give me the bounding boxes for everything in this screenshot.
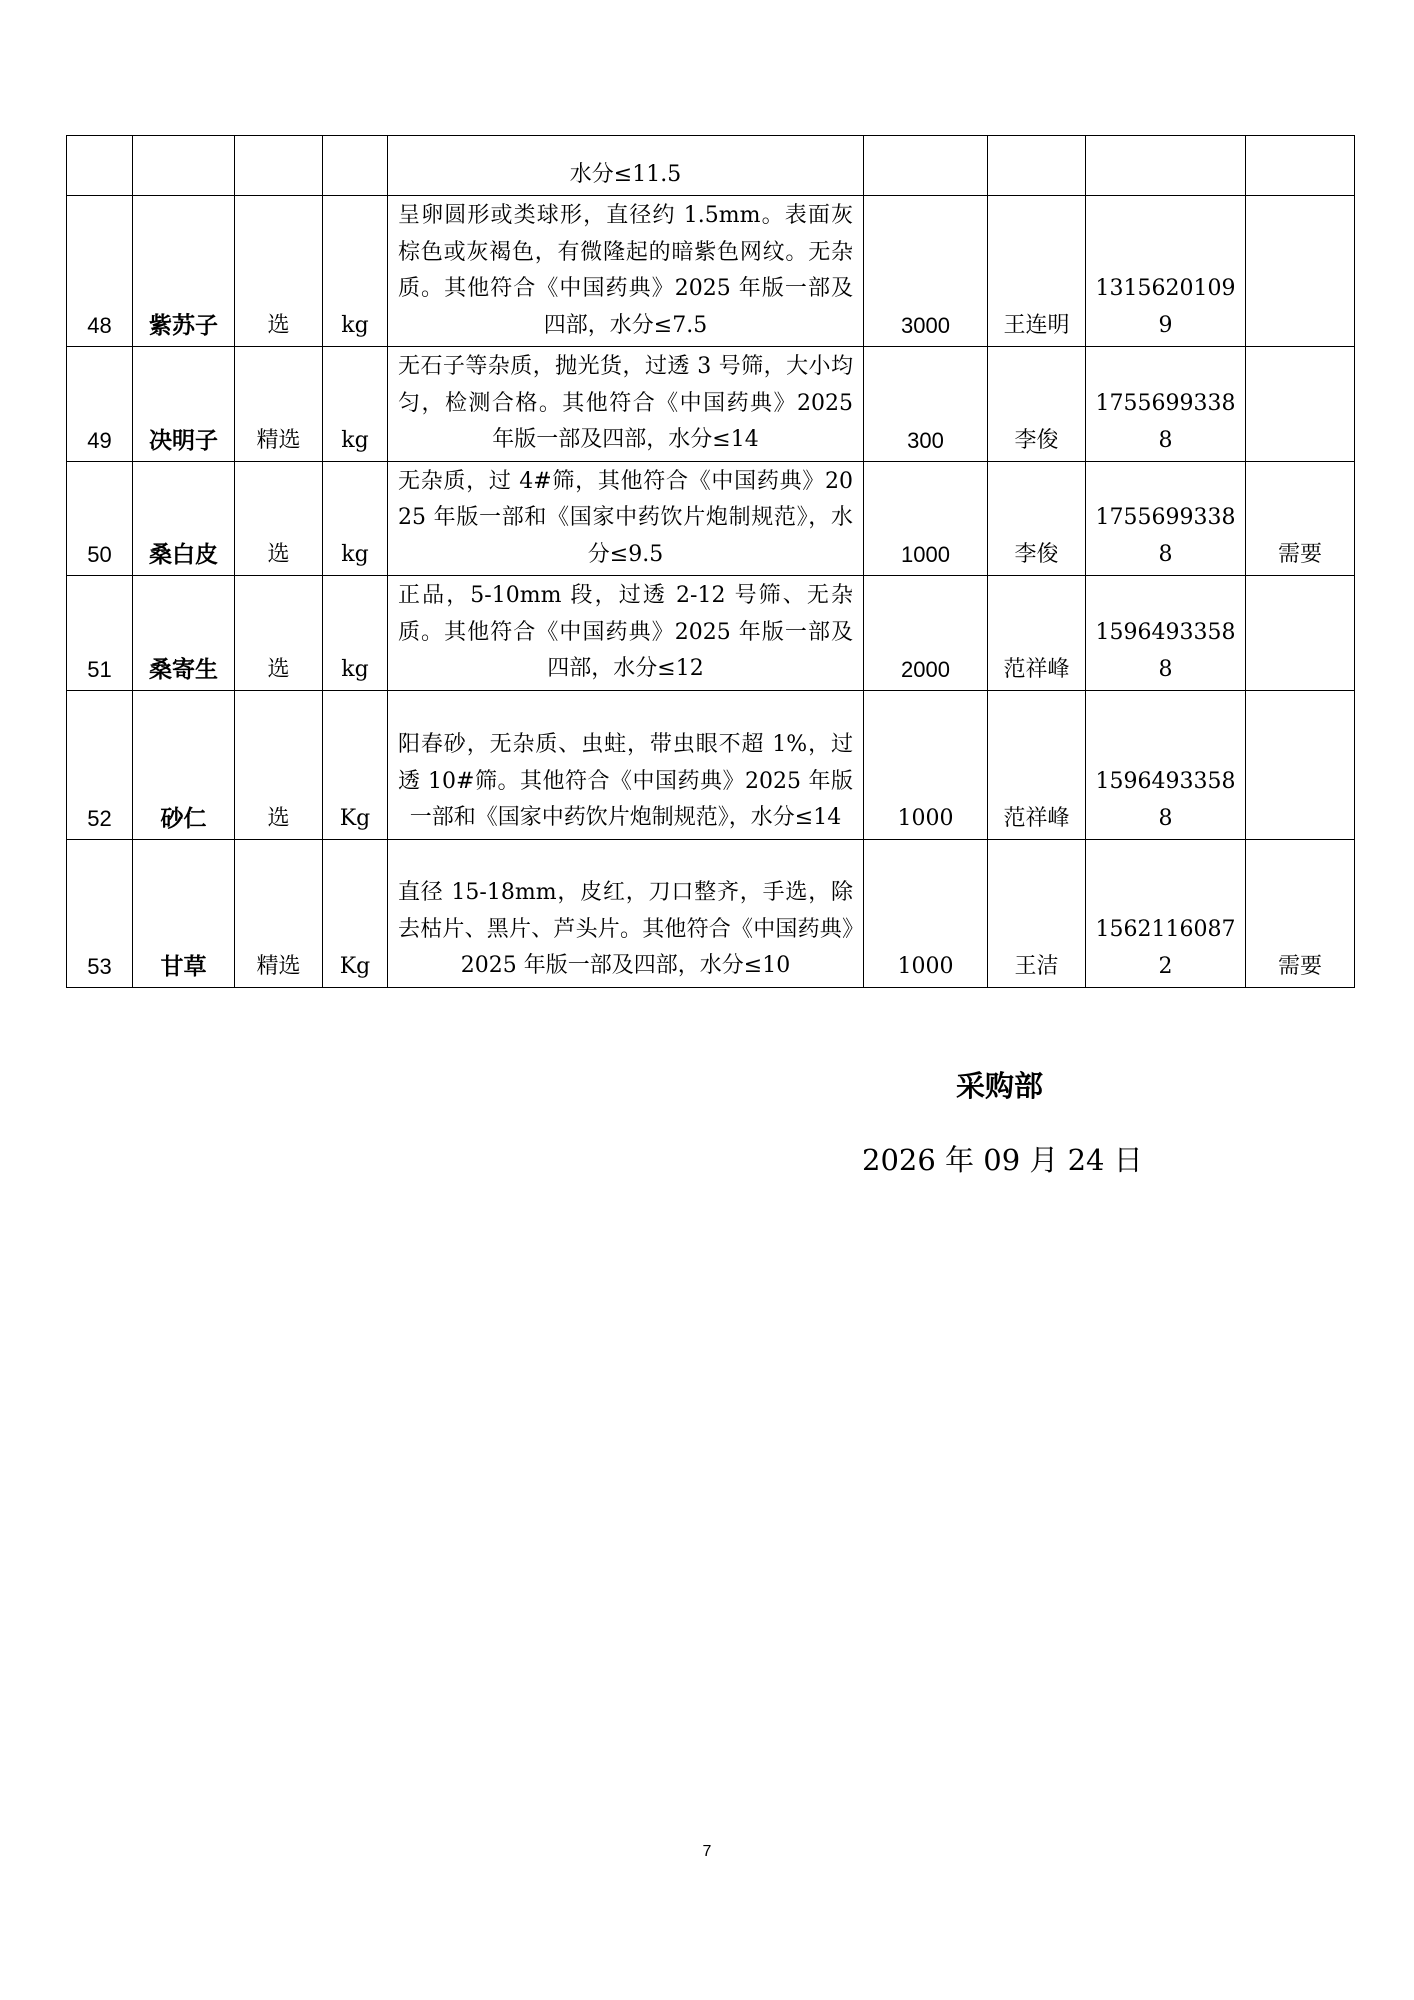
contact-person: 范祥峰 — [988, 690, 1086, 839]
table-row — [67, 461, 1355, 576]
phone-number: 15964933588 — [1086, 576, 1246, 691]
quality-spec: 直径 15-18mm，皮红，刀口整齐，手选，除去枯片、黑片、芦头片。其他符合《中国药典》2025 年版一部及四部，水分≤10 — [388, 839, 864, 987]
remark — [1246, 576, 1355, 691]
contact-person: 李俊 — [988, 347, 1086, 462]
remark — [1246, 196, 1355, 347]
grade: 选 — [235, 461, 323, 576]
herb-name: 桑寄生 — [133, 576, 235, 691]
table-row — [67, 839, 1355, 987]
quantity: 300 — [864, 347, 988, 462]
unit: Kg — [323, 839, 388, 987]
grade: 精选 — [235, 347, 323, 462]
unit: Kg — [323, 690, 388, 839]
quality-spec: 无杂质，过 4#筛，其他符合《中国药典》2025 年版一部和《国家中药饮片炮制规范》，水分≤9.5 — [388, 461, 864, 576]
grade: 选 — [235, 690, 323, 839]
grade: 选 — [235, 576, 323, 691]
grade: 精选 — [235, 839, 323, 987]
page-number: 7 — [702, 1843, 712, 1860]
unit: kg — [323, 196, 388, 347]
row-number: 52 — [67, 690, 133, 839]
quantity: 2000 — [864, 576, 988, 691]
table-row — [67, 136, 1355, 196]
quality-spec: 正品，5-10mm 段，过透 2-12 号筛、无杂质。其他符合《中国药典》2025 年版一部及四部，水分≤12 — [388, 576, 864, 691]
remark: 需要 — [1246, 461, 1355, 576]
quality-spec: 呈卵圆形或类球形，直径约 1.5mm。表面灰棕色或灰褐色，有微隆起的暗紫色网纹。无杂质。其他符合《中国药典》2025 年版一部及四部，水分≤7.5 — [388, 196, 864, 347]
herb-name: 决明子 — [133, 347, 235, 462]
quality-spec: 阳春砂，无杂质、虫蛀，带虫眼不超 1%，过透 10#筛。其他符合《中国药典》2025 年版一部和《国家中药饮片炮制规范》，水分≤14 — [388, 690, 864, 839]
row-number — [67, 136, 133, 196]
remark: 需要 — [1246, 839, 1355, 987]
herb-name: 砂仁 — [133, 690, 235, 839]
table-row — [67, 576, 1355, 691]
unit: kg — [323, 576, 388, 691]
table-row — [67, 347, 1355, 462]
row-number: 51 — [67, 576, 133, 691]
remark — [1246, 136, 1355, 196]
phone-number — [1086, 136, 1246, 196]
quality-spec: 无石子等杂质，抛光货，过透 3 号筛，大小均匀，检测合格。其他符合《中国药典》2025 年版一部及四部，水分≤14 — [388, 347, 864, 462]
unit: kg — [323, 461, 388, 576]
unit — [323, 136, 388, 196]
quantity — [864, 136, 988, 196]
herb-name — [133, 136, 235, 196]
phone-number: 15964933588 — [1086, 690, 1246, 839]
remark — [1246, 347, 1355, 462]
table-row — [67, 196, 1355, 347]
quantity: 1000 — [864, 461, 988, 576]
quality-spec: 水分≤11.5 — [388, 136, 864, 196]
herb-name: 桑白皮 — [133, 461, 235, 576]
row-number: 48 — [67, 196, 133, 347]
contact-person: 范祥峰 — [988, 576, 1086, 691]
contact-person: 王洁 — [988, 839, 1086, 987]
row-number: 50 — [67, 461, 133, 576]
unit: kg — [323, 347, 388, 462]
phone-number: 15621160872 — [1086, 839, 1246, 987]
quantity: 1000 — [864, 839, 988, 987]
grade: 选 — [235, 196, 323, 347]
procurement-table — [66, 135, 1355, 988]
issue-date: 2026 年 09 月 24 日 — [862, 1143, 1143, 1177]
remark — [1246, 690, 1355, 839]
quantity: 1000 — [864, 690, 988, 839]
grade — [235, 136, 323, 196]
herb-name: 甘草 — [133, 839, 235, 987]
row-number: 53 — [67, 839, 133, 987]
department-signature: 采购部 — [956, 1069, 1044, 1103]
contact-person: 李俊 — [988, 461, 1086, 576]
table-row — [67, 690, 1355, 839]
quantity: 3000 — [864, 196, 988, 347]
contact-person — [988, 136, 1086, 196]
phone-number: 17556993388 — [1086, 461, 1246, 576]
phone-number: 13156201099 — [1086, 196, 1246, 347]
herb-name: 紫苏子 — [133, 196, 235, 347]
row-number: 49 — [67, 347, 133, 462]
phone-number: 17556993388 — [1086, 347, 1246, 462]
contact-person: 王连明 — [988, 196, 1086, 347]
